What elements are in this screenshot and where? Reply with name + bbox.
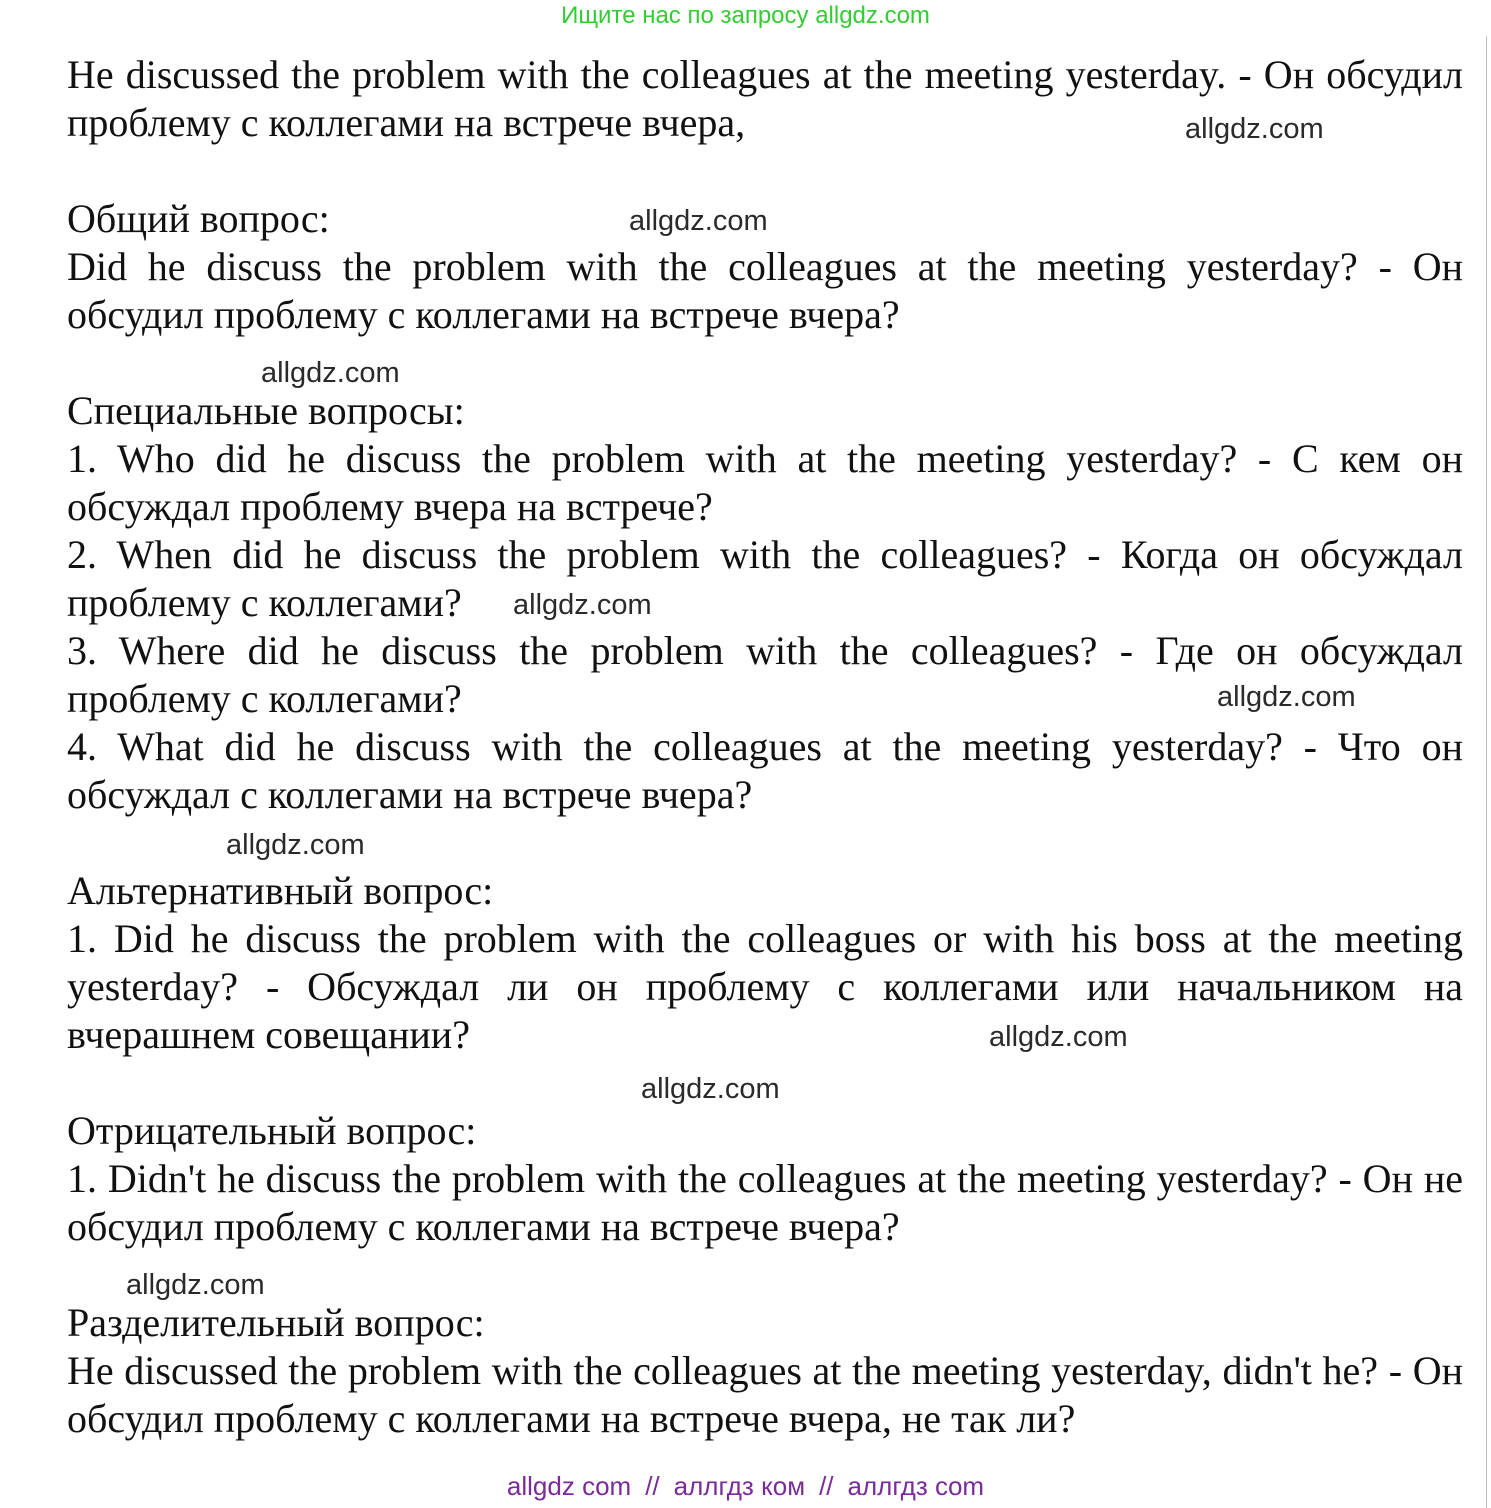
footer-link-allgdz-mixed[interactable]: аллгдз com [847, 1471, 985, 1501]
tag-question-heading: Разделительный вопрос: [67, 1300, 485, 1345]
page-edge-divider [1486, 36, 1491, 1508]
general-question-text: Did he discuss the problem with the colleagues at the meeting yesterday? - Он обсудил проблему с коллегами на встрече вчера? [67, 244, 1463, 337]
watermark: allgdz.com [226, 829, 365, 861]
footer-link-allgdz-cyrillic[interactable]: аллгдз ком [673, 1471, 806, 1501]
watermark: allgdz.com [1217, 681, 1356, 713]
footer-separator: // [819, 1471, 834, 1501]
watermark: allgdz.com [641, 1073, 780, 1105]
watermark: allgdz.com [513, 589, 652, 621]
general-question-heading: Общий вопрос: [67, 196, 330, 241]
alternative-question-heading: Альтернативный вопрос: [67, 868, 494, 913]
footer-links [0, 1471, 1491, 1502]
watermark: allgdz.com [126, 1269, 265, 1301]
footer-separator: // [645, 1471, 660, 1501]
special-question-item: 4. What did he discuss with the colleagues at the meeting yesterday? - Что он обсуждал с коллегами на встрече вчера? [67, 724, 1463, 817]
watermark: allgdz.com [1185, 113, 1324, 145]
top-banner: Ищите нас по запросу allgdz.com [561, 2, 930, 29]
watermark: allgdz.com [989, 1021, 1128, 1053]
base-sentence: He discussed the problem with the colleagues at the meeting yesterday. - Он обсудил проблему с коллегами на встрече вчера, [67, 52, 1463, 145]
negative-question-text: 1. Didn't he discuss the problem with the colleagues at the meeting yesterday? - Он не обсудил проблему с коллегами на встрече вчера? [67, 1156, 1463, 1249]
alternative-question-text: 1. Did he discuss the problem with the colleagues or with his boss at the meeting yesterday? - Обсуждал ли он проблему с коллегами или начальником на вчерашнем совещании? [67, 916, 1463, 1057]
special-question-item: 3. Where did he discuss the problem with the colleagues? - Где он обсуждал проблему с коллегами? [67, 628, 1463, 721]
tag-question-text: He discussed the problem with the colleagues at the meeting yesterday, didn't he? - Он обсудил проблему с коллегами на встрече вчера, не так ли? [67, 1348, 1463, 1441]
watermark: allgdz.com [261, 357, 400, 389]
special-questions-heading: Специальные вопросы: [67, 388, 465, 433]
footer-link-allgdz[interactable]: allgdz com [506, 1471, 632, 1501]
watermark: allgdz.com [629, 205, 768, 237]
special-question-item: 1. Who did he discuss the problem with at the meeting yesterday? - С кем он обсуждал проблему вчера на встрече? [67, 436, 1463, 529]
exercise-content [67, 51, 1463, 1443]
special-question-item: 2. When did he discuss the problem with the colleagues? - Когда он обсуждал проблему с коллегами? [67, 532, 1463, 625]
negative-question-heading: Отрицательный вопрос: [67, 1108, 477, 1153]
